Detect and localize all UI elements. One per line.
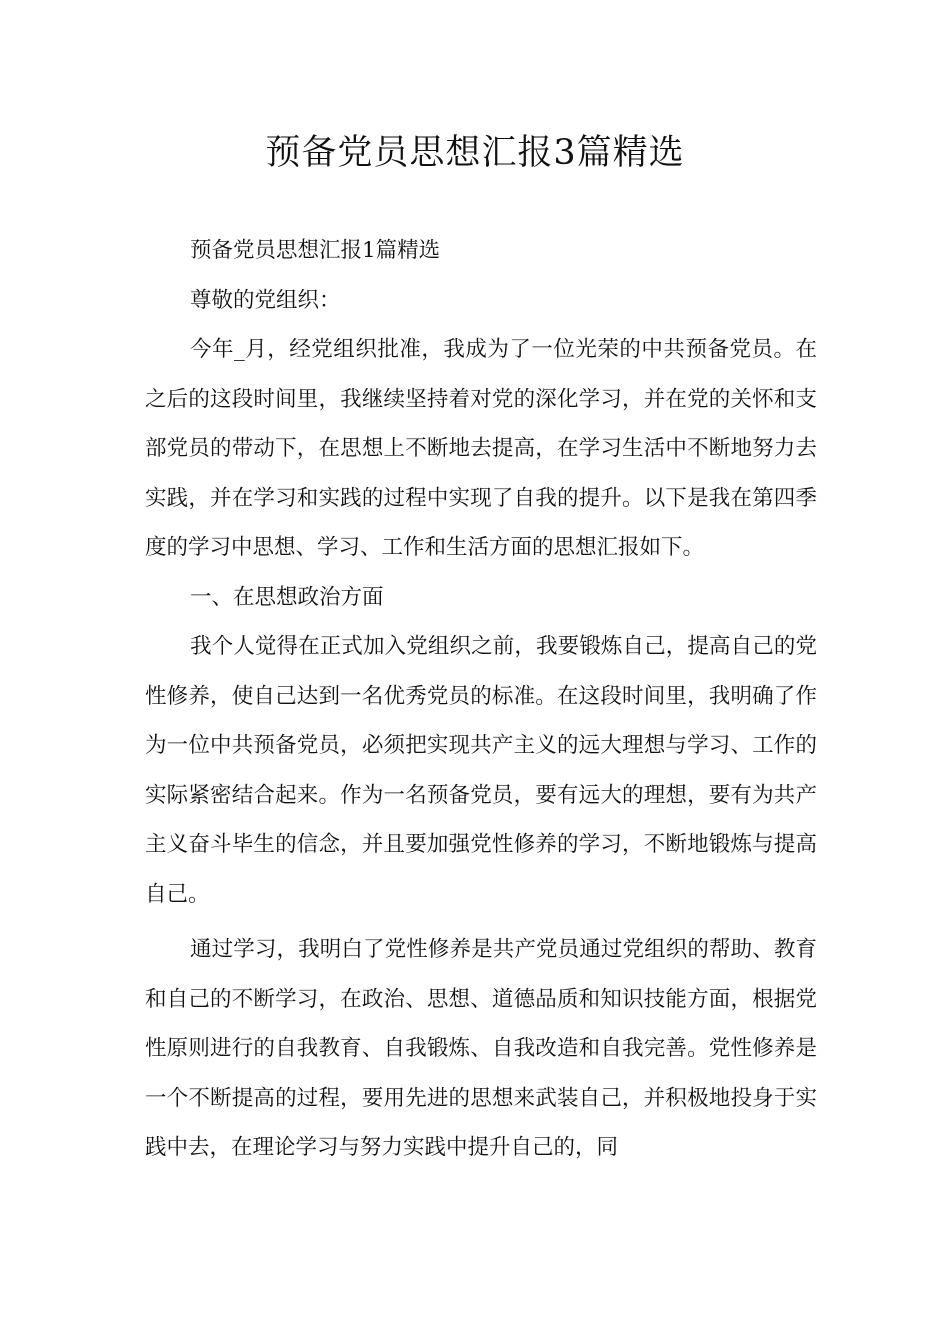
document-body	[145, 226, 817, 1173]
intro-paragraph: 今年_月，经党组织批准，我成为了一位光荣的中共预备党员。在之后的这段时间里，我继续坚持着对党的深化学习，并在党的关怀和支部党员的带动下，在思想上不断地去提高，在学习生活中不断地努力去实践，并在学习和实践的过程中实现了自我的提升。以下是我在第四季度的学习中思想、学习、工作和生活方面的思想汇报如下。	[145, 337, 817, 560]
section-heading: 一、在思想政治方面	[190, 584, 384, 610]
document-title: 预备党员思想汇报3篇精选	[265, 133, 685, 173]
body-paragraph: 通过学习，我明白了党性修养是共产党员通过党组织的帮助、教育和自己的不断学习，在政治、思想、道德品质和知识技能方面，根据党性原则进行的自我教育、自我锻炼、自我改造和自我完善。党性修养是一个不断提高的过程，要用先进的思想来武装自己，并积极地投身于实践中去，在理论学习与努力实践中提升自己的，同	[145, 937, 817, 1160]
salutation-paragraph: 尊敬的党组织：	[190, 287, 341, 313]
subtitle-paragraph: 预备党员思想汇报1篇精选	[190, 238, 441, 263]
body-paragraph: 我个人觉得在正式加入党组织之前，我要锻炼自己，提高自己的党性修养，使自己达到一名优秀党员的标准。在这段时间里，我明确了作为一位中共预备党员，必须把实现共产主义的远大理想与学习、工作的实际紧密结合起来。作为一名预备党员，要有远大的理想，要有为共产主义奋斗毕生的信念，并且要加强党性修养的学习，不断地锻炼与提高自己。	[145, 634, 817, 907]
